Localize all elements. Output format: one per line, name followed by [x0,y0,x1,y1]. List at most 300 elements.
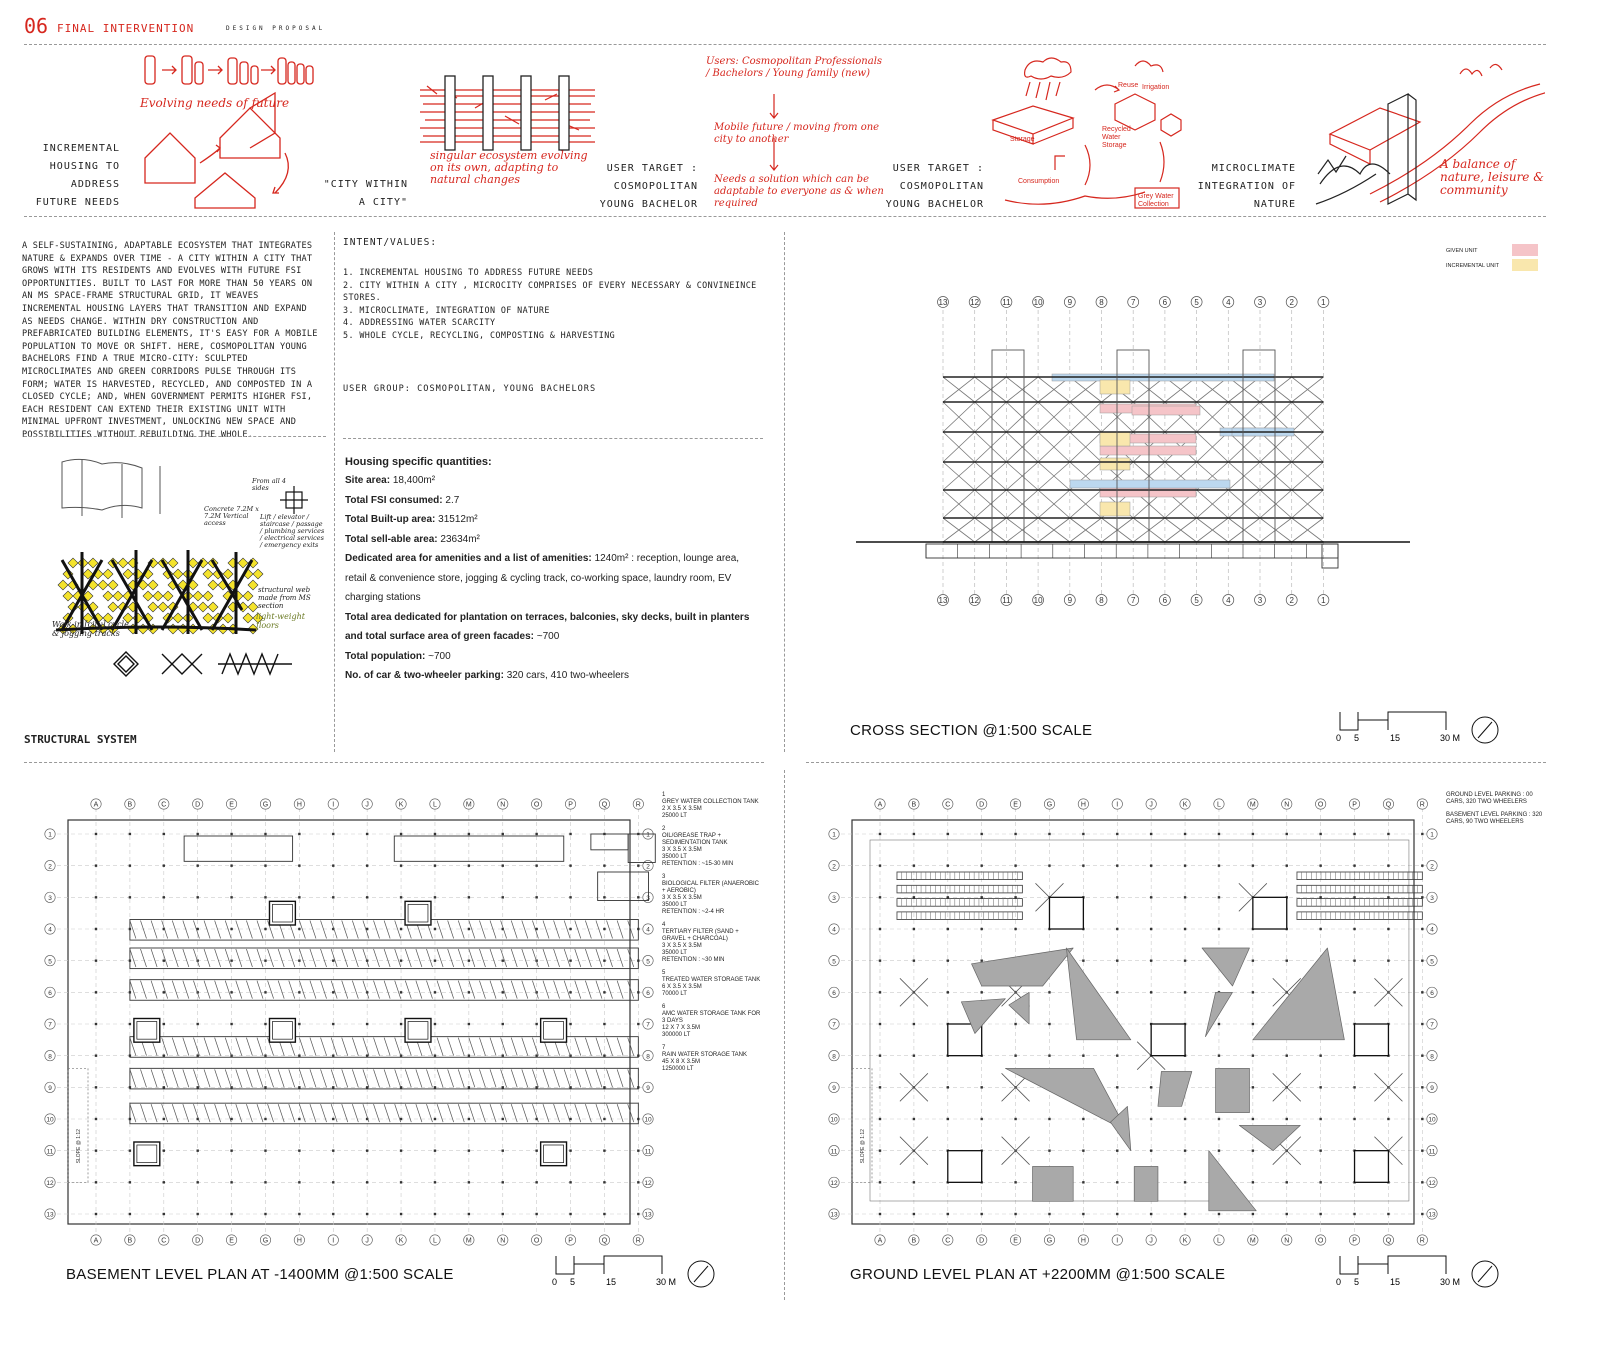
column [366,1023,368,1025]
basement-legend-line: 1 [662,792,666,798]
column [1387,959,1389,961]
column [1387,1213,1389,1215]
column [1421,896,1423,898]
parking-stall [246,1038,252,1056]
grid-label: J [1149,1237,1153,1245]
grid-label: Q [1385,1237,1392,1245]
column [1387,896,1389,898]
column [1421,1213,1423,1215]
scale-15: 15 [1390,1277,1401,1287]
mesh-cell [123,569,133,579]
parking-stall [374,1069,380,1087]
column [1048,1149,1050,1151]
scale-30: 30 M [1440,1277,1461,1287]
column [1082,1118,1084,1120]
grid-label: 11 [1428,1148,1436,1156]
grid-label: Q [601,1237,608,1245]
grid-label: 1 [646,831,650,839]
core [1151,1024,1185,1056]
column [1353,833,1355,835]
column [264,1181,266,1183]
basement-legend-line: AMC WATER STORAGE TANK FOR 3 DAYS [662,1011,761,1024]
column [502,1213,504,1215]
parking-stall [564,1069,570,1087]
column [366,1086,368,1088]
parking-stall [564,921,570,939]
column [400,864,402,866]
column [95,1149,97,1151]
column [298,833,300,835]
parking-stall [596,981,602,999]
grid-label: L [433,1237,437,1245]
landscape-mound [1239,1125,1300,1150]
parking-stall [151,949,157,967]
qty-sellable: Total sell-able area: 23634m² [345,533,480,545]
landscape-mound [1005,1068,1127,1131]
parking-stall [490,1104,496,1122]
column [468,833,470,835]
parking-stall [363,949,369,967]
parking-stall [532,1069,538,1087]
parking-stall [596,949,602,967]
column [468,896,470,898]
column [980,1086,982,1088]
grid-label: 3 [1257,596,1263,605]
column [1252,1213,1254,1215]
column [879,1181,881,1183]
column [196,833,198,835]
parking-stall [352,981,358,999]
column [1150,833,1152,835]
column [366,1181,368,1183]
column [468,991,470,993]
column [196,1023,198,1025]
parking-stall [384,1104,390,1122]
parking-stall [215,921,221,939]
grid-label: 7 [832,1021,836,1029]
grid-label: L [433,801,437,809]
bracing [1165,518,1197,542]
column [879,928,881,930]
parking-stall [374,1038,380,1056]
bracing [1228,518,1260,542]
column [603,1149,605,1151]
parking-stall [554,1104,560,1122]
column [1014,1181,1016,1183]
column [569,959,571,961]
grid-label: 6 [832,989,836,997]
column [434,1149,436,1151]
parking-stall [204,1104,210,1122]
column [980,928,982,930]
column [1184,833,1186,835]
mesh-cell [98,580,108,590]
parking-stall [236,949,242,967]
column [468,1054,470,1056]
grid-label: 7 [1130,298,1136,307]
column [400,1023,402,1025]
parking-stall [501,1069,507,1087]
grid-label: 1 [1321,596,1326,605]
grid-label: 12 [46,1179,54,1187]
parking-stall [352,921,358,939]
bracing [975,402,1007,432]
grid-label: Q [1385,801,1392,809]
grid-label: 4 [832,926,836,934]
grid-label: H [296,801,302,809]
grid-label: 6 [1162,298,1168,307]
column [1116,1086,1118,1088]
grid-label: N [1284,801,1290,809]
qty-built-up: Total Built-up area: 31512m² [345,514,478,525]
parking-stall [490,949,496,967]
column [298,928,300,930]
grid-label: J [365,1237,369,1245]
mesh-cell [68,558,78,568]
core [992,350,1024,542]
user-group [343,384,596,394]
unit-block [1100,458,1130,470]
mesh-cell [118,558,128,568]
grid-label: 9 [646,1084,650,1092]
concept-2-sketch [415,72,600,152]
parking-stall [532,1038,538,1056]
parking-stall [374,921,380,939]
column [1319,1181,1321,1183]
column [468,928,470,930]
column [95,1086,97,1088]
parking-stall [458,981,464,999]
bracing [1070,432,1102,462]
column [434,1023,436,1025]
column [1116,991,1118,993]
parking-stall [575,949,581,967]
column [913,864,915,866]
parking-stall [321,981,327,999]
concept-3-note-2: Mobile future / moving from one city to another [714,122,880,145]
column [1184,864,1186,866]
column [879,1149,881,1151]
grid-label: M [1249,1237,1256,1245]
grid-label: 11 [644,1148,652,1156]
column [879,833,881,835]
core [541,1019,567,1043]
column [603,1181,605,1183]
parking-stall [321,1069,327,1087]
column [502,1023,504,1025]
column [502,833,504,835]
parking-stall [225,981,231,999]
scale-15: 15 [1390,733,1401,743]
column [569,833,571,835]
column [569,896,571,898]
parking-stall [310,981,316,999]
mesh-cell [173,569,183,579]
ramp [1322,544,1338,568]
grid-label: L [1217,1237,1221,1245]
parking-stall [617,1069,623,1087]
scale-bar-section [1330,710,1505,750]
column [1252,1181,1254,1183]
bracing [1006,490,1038,518]
column [163,1023,165,1025]
basement-legend-line: 2 [662,826,666,832]
grid-label: 1 [48,831,52,839]
column [1252,959,1254,961]
bracing [1070,518,1102,542]
column [1218,833,1220,835]
column [298,959,300,961]
grid-label: 2 [1289,298,1294,307]
column [1319,1054,1321,1056]
column [603,991,605,993]
parking-stall [617,1104,623,1122]
column [1286,1213,1288,1215]
parking-stall [183,1069,189,1087]
bracing [1228,490,1260,518]
basement-legend-line: 12 X 7 X 3.5M [662,1025,701,1031]
grid-label: P [1352,801,1357,809]
scale-bar-basement [546,1254,721,1294]
mesh-cell [173,613,183,623]
column [502,1086,504,1088]
concept-1-sketch [140,48,320,213]
column [1319,928,1321,930]
column [1116,1213,1118,1215]
parking-stall [479,1104,485,1122]
grid-label: 13 [644,1211,652,1219]
grid-label: 13 [830,1211,838,1219]
column [1218,1054,1220,1056]
parking-stall [405,1069,411,1087]
grid-label: 13 [938,596,948,605]
parking-stall [479,1038,485,1056]
parking-row [130,980,638,1001]
parking-stall [501,921,507,939]
grid-label: 3 [1257,298,1263,307]
grid-label: 4 [1226,298,1231,307]
parking-stall [596,1069,602,1087]
column [1286,1118,1288,1120]
legend-given-unit-label: GIVEN UNIT [1446,248,1478,254]
parking-stall [236,1038,242,1056]
column [1150,1118,1152,1120]
qty-parking: No. of car & two-wheeler parking: 320 cars, 410 two-wheelers [345,670,629,681]
unit-block [1132,406,1200,415]
parking-stall [511,981,517,999]
parking-stall [575,921,581,939]
grid-label: 9 [1067,298,1073,307]
parking-stall [564,1104,570,1122]
basement-legend-item [662,1004,762,1039]
mesh-cell [143,591,153,601]
column [1387,833,1389,835]
parking-stall [532,981,538,999]
column [1252,1023,1254,1025]
column [535,1181,537,1183]
mesh-cell [203,613,213,623]
core [405,901,431,925]
parking-stall [151,1104,157,1122]
column [603,864,605,866]
core [1355,1024,1389,1056]
parking-stall [628,1069,634,1087]
grid-label: 8 [1099,298,1104,307]
bracing [1006,462,1038,490]
qty-population: Total population: ~700 [345,650,451,662]
parking-stall [448,949,454,967]
scale-15: 15 [606,1277,617,1287]
column [298,1118,300,1120]
parking-stall [236,921,242,939]
core [1049,897,1083,929]
column [196,864,198,866]
column [95,1213,97,1215]
grid-label: 5 [646,958,650,966]
parking-stall [162,949,168,967]
column [434,896,436,898]
column [913,959,915,961]
slope-label: SLOPE @ 1:12 [76,1129,82,1164]
grid-label: 5 [1430,958,1434,966]
parking-stall [501,1038,507,1056]
structural-note-services: Lift / elevator / staircase / passage / plumbing services / electrical services / emergency exits [260,513,325,549]
basement-legend-line: 35000 LT [662,854,687,860]
mesh-cell [168,558,178,568]
qty-fsi: Total FSI consumed: 2.7 [345,494,460,506]
column [1116,833,1118,835]
grid-label: I [1116,1237,1119,1245]
core [405,1019,431,1043]
column [264,959,266,961]
concept-3-label: USER TARGET : COSMOPOLITAN YOUNG BACHELOR [599,163,698,210]
column [1150,928,1152,930]
parking-stall [299,1069,305,1087]
grid-label: 7 [48,1021,52,1029]
column [400,959,402,961]
column [163,991,165,993]
basement-legend-line: RETENTION : ~30 MIN [662,957,725,963]
parking-stall [204,921,210,939]
column [163,1086,165,1088]
parking-stall [130,1069,136,1087]
column [1184,991,1186,993]
grid-label: C [161,801,167,809]
grid-label: C [161,1237,167,1245]
bracing [1038,462,1070,490]
parking-stall [278,981,284,999]
grid-label: E [229,801,234,809]
mesh-cell [193,591,203,601]
parking-stall [522,1069,528,1087]
unit-block [1100,446,1196,455]
basement-plan-drawing [40,790,660,1250]
parking-stall [151,921,157,939]
parking-stall [405,949,411,967]
grid-label: 3 [646,894,650,902]
parking-stall [310,1038,316,1056]
column [1116,1181,1118,1183]
column [1014,1118,1016,1120]
parking-stall [331,921,337,939]
column [1184,896,1186,898]
column-divider-1 [334,232,335,752]
column [1252,1149,1254,1151]
parking-stall [331,1069,337,1087]
grid-label: R [1419,1237,1425,1245]
parking-stall [405,981,411,999]
concept-2-note: singular ecosystem evolving on its own, adapting to natural changes [430,149,588,186]
column [95,928,97,930]
grid-label: 7 [1430,1021,1434,1029]
parking-stall [342,921,348,939]
column [1184,1149,1186,1151]
basement-legend-line: 6 [662,1004,666,1010]
column [298,1086,300,1088]
bracing [1228,402,1260,432]
core [134,1142,160,1166]
grid-label: 3 [48,894,52,902]
basement-plan-caption: BASEMENT LEVEL PLAN AT -1400MM @1:500 SCALE [66,1266,454,1283]
mesh-cell [203,591,213,601]
parking-stall [554,949,560,967]
grid-label: 1 [1430,831,1434,839]
parking-stall [183,1104,189,1122]
parking-stall [490,921,496,939]
column [434,864,436,866]
column [1014,928,1016,930]
grid-label: 8 [1430,1053,1434,1061]
column [947,896,949,898]
column [1184,1118,1186,1120]
parking-stall [395,921,401,939]
mesh-cell [103,591,113,601]
intro-divider [24,436,326,437]
column [1353,896,1355,898]
parking-stall [458,1038,464,1056]
concept-4-note-storage: Storage [1010,136,1035,143]
bracing [1006,518,1038,542]
column [434,1213,436,1215]
column [879,991,881,993]
column [332,1149,334,1151]
column [332,896,334,898]
column [1286,1181,1288,1183]
parking-stall [522,921,528,939]
concept-1-note: Evolving needs of future [140,96,290,110]
parking-stall [607,1104,613,1122]
grid-label: K [1182,801,1188,809]
parking-stall [437,1104,443,1122]
basement-legend-line: RETENTION : ~2-4 HR [662,909,725,915]
parking-stall [543,949,549,967]
grid-label: 12 [970,298,980,307]
grid-label: G [262,801,269,809]
mesh-cell [208,602,218,612]
column [1150,896,1152,898]
core [1253,897,1287,929]
grid-label: 2 [646,863,650,871]
grid-label: E [1013,801,1018,809]
column [1387,1118,1389,1120]
concept-4-note-consumption: Consumption [1018,178,1060,185]
parking-stall [246,949,252,967]
concept-3-note-3: Needs a solution which can be adaptable to everyone as & when required [714,174,884,209]
page-title: FINAL INTERVENTION [57,22,195,35]
parking-row [130,1103,638,1124]
intent-item-1: 1. INCREMENTAL HOUSING TO ADDRESS FUTURE NEEDS [343,267,594,277]
column [468,1023,470,1025]
